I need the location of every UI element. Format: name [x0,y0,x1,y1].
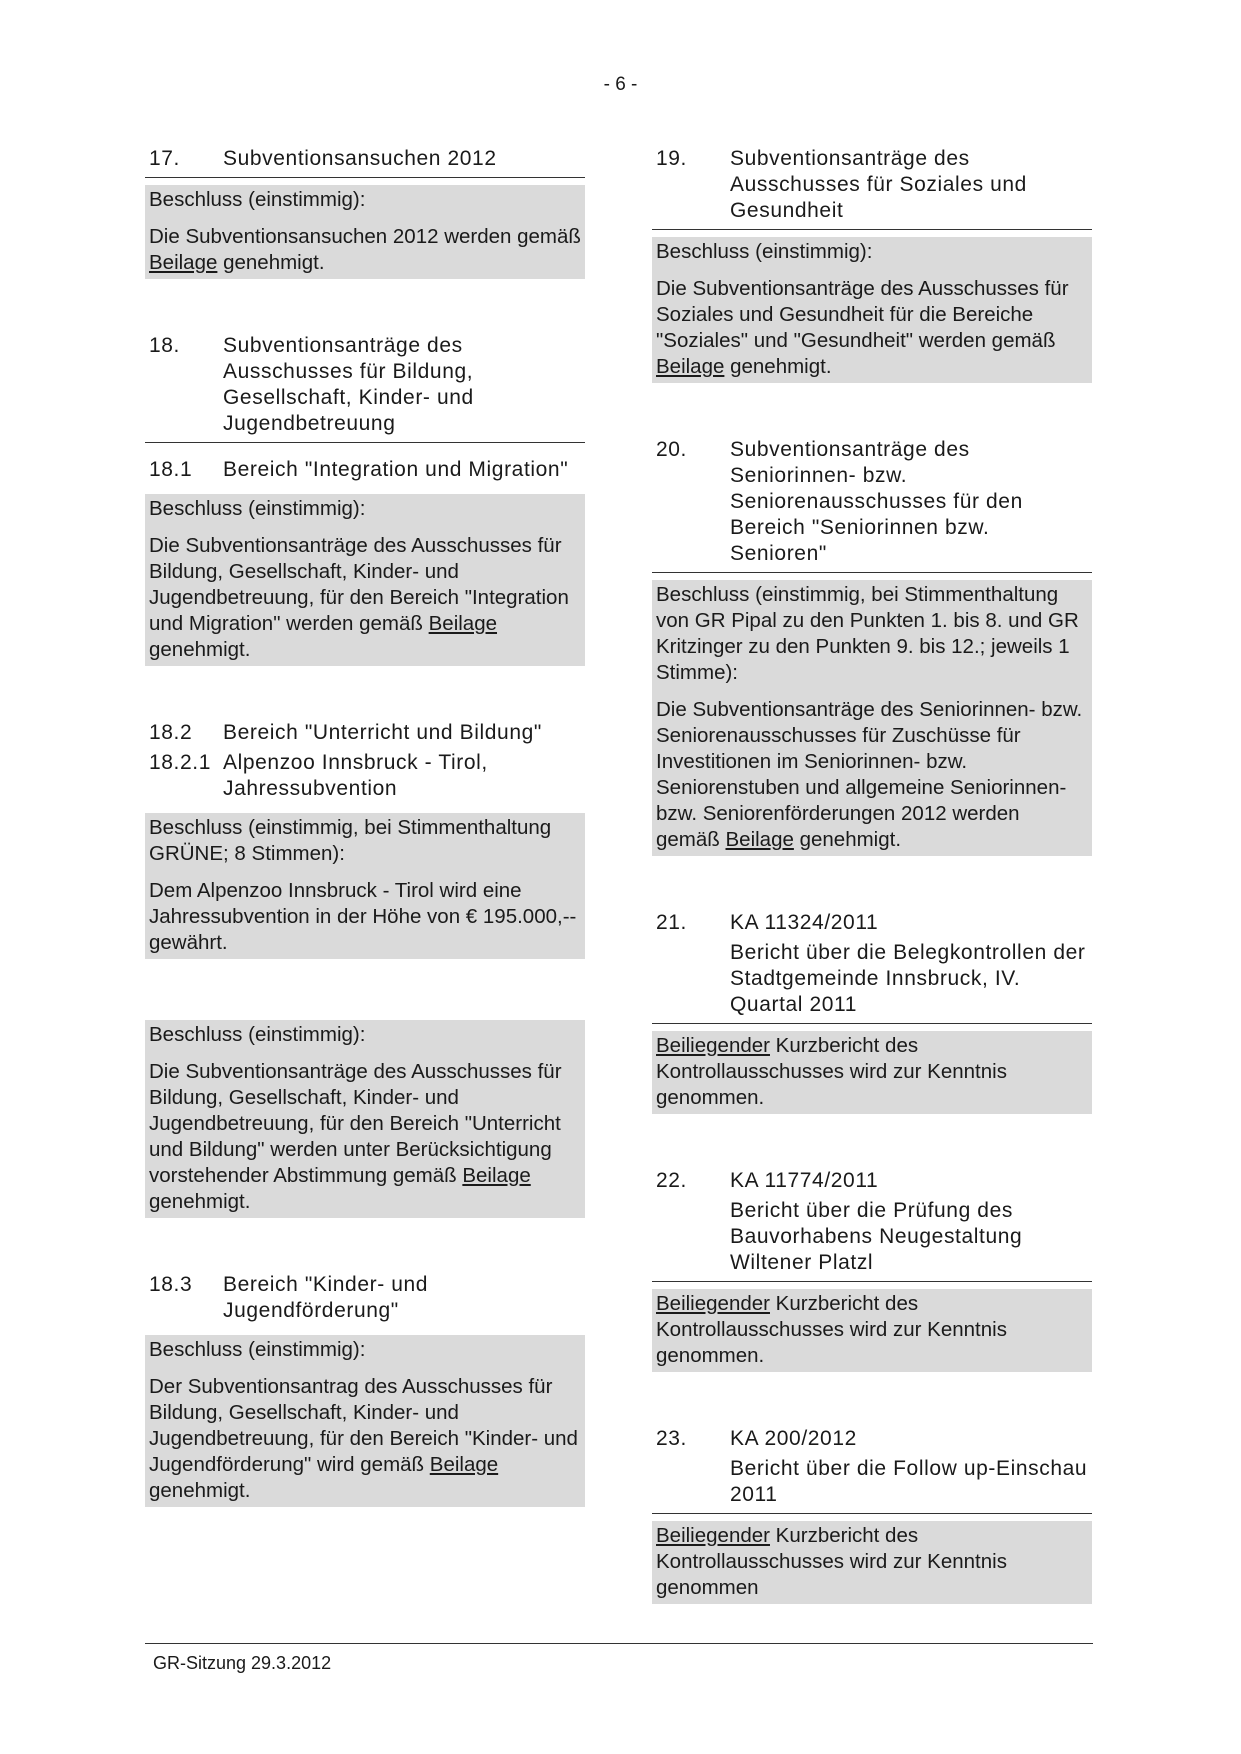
attachment-link[interactable]: Beilage [149,251,218,274]
item-title: Alpenzoo Innsbruck - Tirol, Jahressubvention [223,751,488,800]
item-title: KA 11324/2011 [730,911,879,934]
item-number: 18. [149,334,180,357]
item-subtitle: Bericht über die Follow up-Einschau 2011 [730,1457,1088,1506]
item-title: KA 200/2012 [730,1427,857,1450]
decision-text: Beiliegender Kurzbericht des Kontrollausschusses wird zur Kenntnis genommen [656,1524,1007,1599]
decision-text: Die Subventionsanträge des Ausschusses für Bildung, Gesellschaft, Kinder- und Jugendbetreuung, für den Bereich "Unterricht und Bildung" werden unter Berücksichtigung vorstehender Abstimmung gemäß Beilage genehmigt. [149,1060,562,1213]
item-title: Subventionsanträge des Ausschusses für Bildung, Gesellschaft, Kinder- und Jugendbetreuung [223,334,474,435]
item-number: 23. [656,1427,687,1450]
item-subtitle: Bericht über die Prüfung des Bauvorhabens Neugestaltung Wiltener Platzl [730,1199,1023,1274]
decision-box [652,1289,1092,1372]
item-title: KA 11774/2011 [730,1169,879,1192]
decision-box [145,185,585,279]
item-23-heading [652,1426,1092,1456]
item-number: 20. [656,438,687,461]
item-title: Subventionsanträge des Seniorinnen- bzw. Seniorenausschusses für den Bereich "Seniorinnen bzw. Senioren" [730,438,1023,565]
decision-box [145,1020,585,1218]
decision-label: Beschluss (einstimmig): [149,1338,366,1361]
item-18-2-heading [145,720,585,750]
right-column [652,146,1092,1604]
decision-box [652,1031,1092,1114]
attachment-link[interactable]: Beilage [656,355,725,378]
item-title: Bereich "Unterricht und Bildung" [223,721,542,744]
decision-text: Die Subventionsanträge des Seniorinnen- bzw. Seniorenausschusses für Zuschüsse für Investitionen im Seniorinnen- bzw. Seniorenstuben und allgemeine Seniorinnen- bzw. Seniorenförderungen 2012 werden gemäß Beilage genehmigt. [656,698,1083,851]
item-number: 18.2 [149,721,193,744]
item-20-heading [652,437,1092,573]
decision-text: Der Subventionsantrag des Ausschusses für Bildung, Gesellschaft, Kinder- und Jugendbetreuung, für den Bereich "Kinder- und Jugendförderung" wird gemäß Beilage genehmigt. [149,1375,578,1502]
item-title: Subventionsansuchen 2012 [223,147,497,170]
item-number: 22. [656,1169,687,1192]
item-22-subtitle-row [652,1198,1092,1282]
item-17-heading [145,146,585,178]
decision-text: Dem Alpenzoo Innsbruck - Tirol wird eine Jahressubvention in der Höhe von € 195.000,-- gewährt. [149,879,577,954]
decision-label: Beschluss (einstimmig, bei Stimmenthaltung GRÜNE; 8 Stimmen): [149,816,552,865]
item-19-heading [652,146,1092,230]
item-18-2-1-heading [145,750,585,806]
attachment-link[interactable]: Beiliegender [656,1034,770,1057]
decision-label: Beschluss (einstimmig): [149,1023,366,1046]
footer-text: GR-Sitzung 29.3.2012 [153,1653,332,1673]
attachment-link[interactable]: Beilage [429,1453,499,1476]
item-title: Subventionsanträge des Ausschusses für Soziales und Gesundheit [730,147,1027,222]
item-18-1-heading [145,457,585,487]
decision-text: Die Subventionsanträge des Ausschusses für Soziales und Gesundheit für die Bereiche "Soziales" und "Gesundheit" werden gemäß Beilage genehmigt. [656,277,1069,378]
item-18-heading [145,333,585,443]
decision-box [652,237,1092,383]
item-title: Bereich "Integration und Migration" [223,458,569,481]
page-number: - 6 - [603,74,638,95]
attachment-link[interactable]: Beilage [428,612,498,635]
item-23-subtitle-row [652,1456,1092,1514]
decision-text: Die Subventionsanträge des Ausschusses für Bildung, Gesellschaft, Kinder- und Jugendbetreuung, für den Bereich "Integration und Migration" werden gemäß Beilage genehmigt. [149,534,569,661]
item-number: 17. [149,147,180,170]
item-title: Bereich "Kinder- und Jugendförderung" [223,1273,429,1322]
item-22-heading [652,1168,1092,1198]
decision-box [145,813,585,959]
item-21-heading [652,910,1092,940]
attachment-link[interactable]: Beilage [725,828,794,851]
item-number: 19. [656,147,687,170]
decision-label: Beschluss (einstimmig, bei Stimmenthaltung von GR Pipal zu den Punkten 1. bis 8. und GR Kritzinger zu den Punkten 9. bis 12.; jeweils 1 Stimme): [656,583,1079,684]
decision-box [652,580,1092,856]
item-number: 18.3 [149,1273,193,1296]
item-subtitle: Bericht über die Belegkontrollen der Stadtgemeinde Innsbruck, IV. Quartal 2011 [730,941,1086,1016]
decision-box [145,494,585,666]
item-number: 21. [656,911,687,934]
left-column [145,146,585,1507]
decision-box [145,1335,585,1507]
item-number: 18.2.1 [149,751,211,774]
item-18-3-heading [145,1272,585,1328]
attachment-link[interactable]: Beilage [462,1164,531,1187]
decision-text: Beiliegender Kurzbericht des Kontrollausschusses wird zur Kenntnis genommen. [656,1292,1007,1367]
decision-label: Beschluss (einstimmig): [149,497,366,520]
footer-divider [145,1643,1093,1644]
item-21-subtitle-row [652,940,1092,1024]
decision-label: Beschluss (einstimmig): [656,240,873,263]
decision-text: Die Subventionsansuchen 2012 werden gemäß Beilage genehmigt. [149,225,581,274]
attachment-link[interactable]: Beiliegender [656,1292,770,1315]
attachment-link[interactable]: Beiliegender [656,1524,770,1547]
decision-label: Beschluss (einstimmig): [149,188,366,211]
decision-text: Beiliegender Kurzbericht des Kontrollausschusses wird zur Kenntnis genommen. [656,1034,1007,1109]
item-number: 18.1 [149,458,193,481]
decision-box [652,1521,1092,1604]
